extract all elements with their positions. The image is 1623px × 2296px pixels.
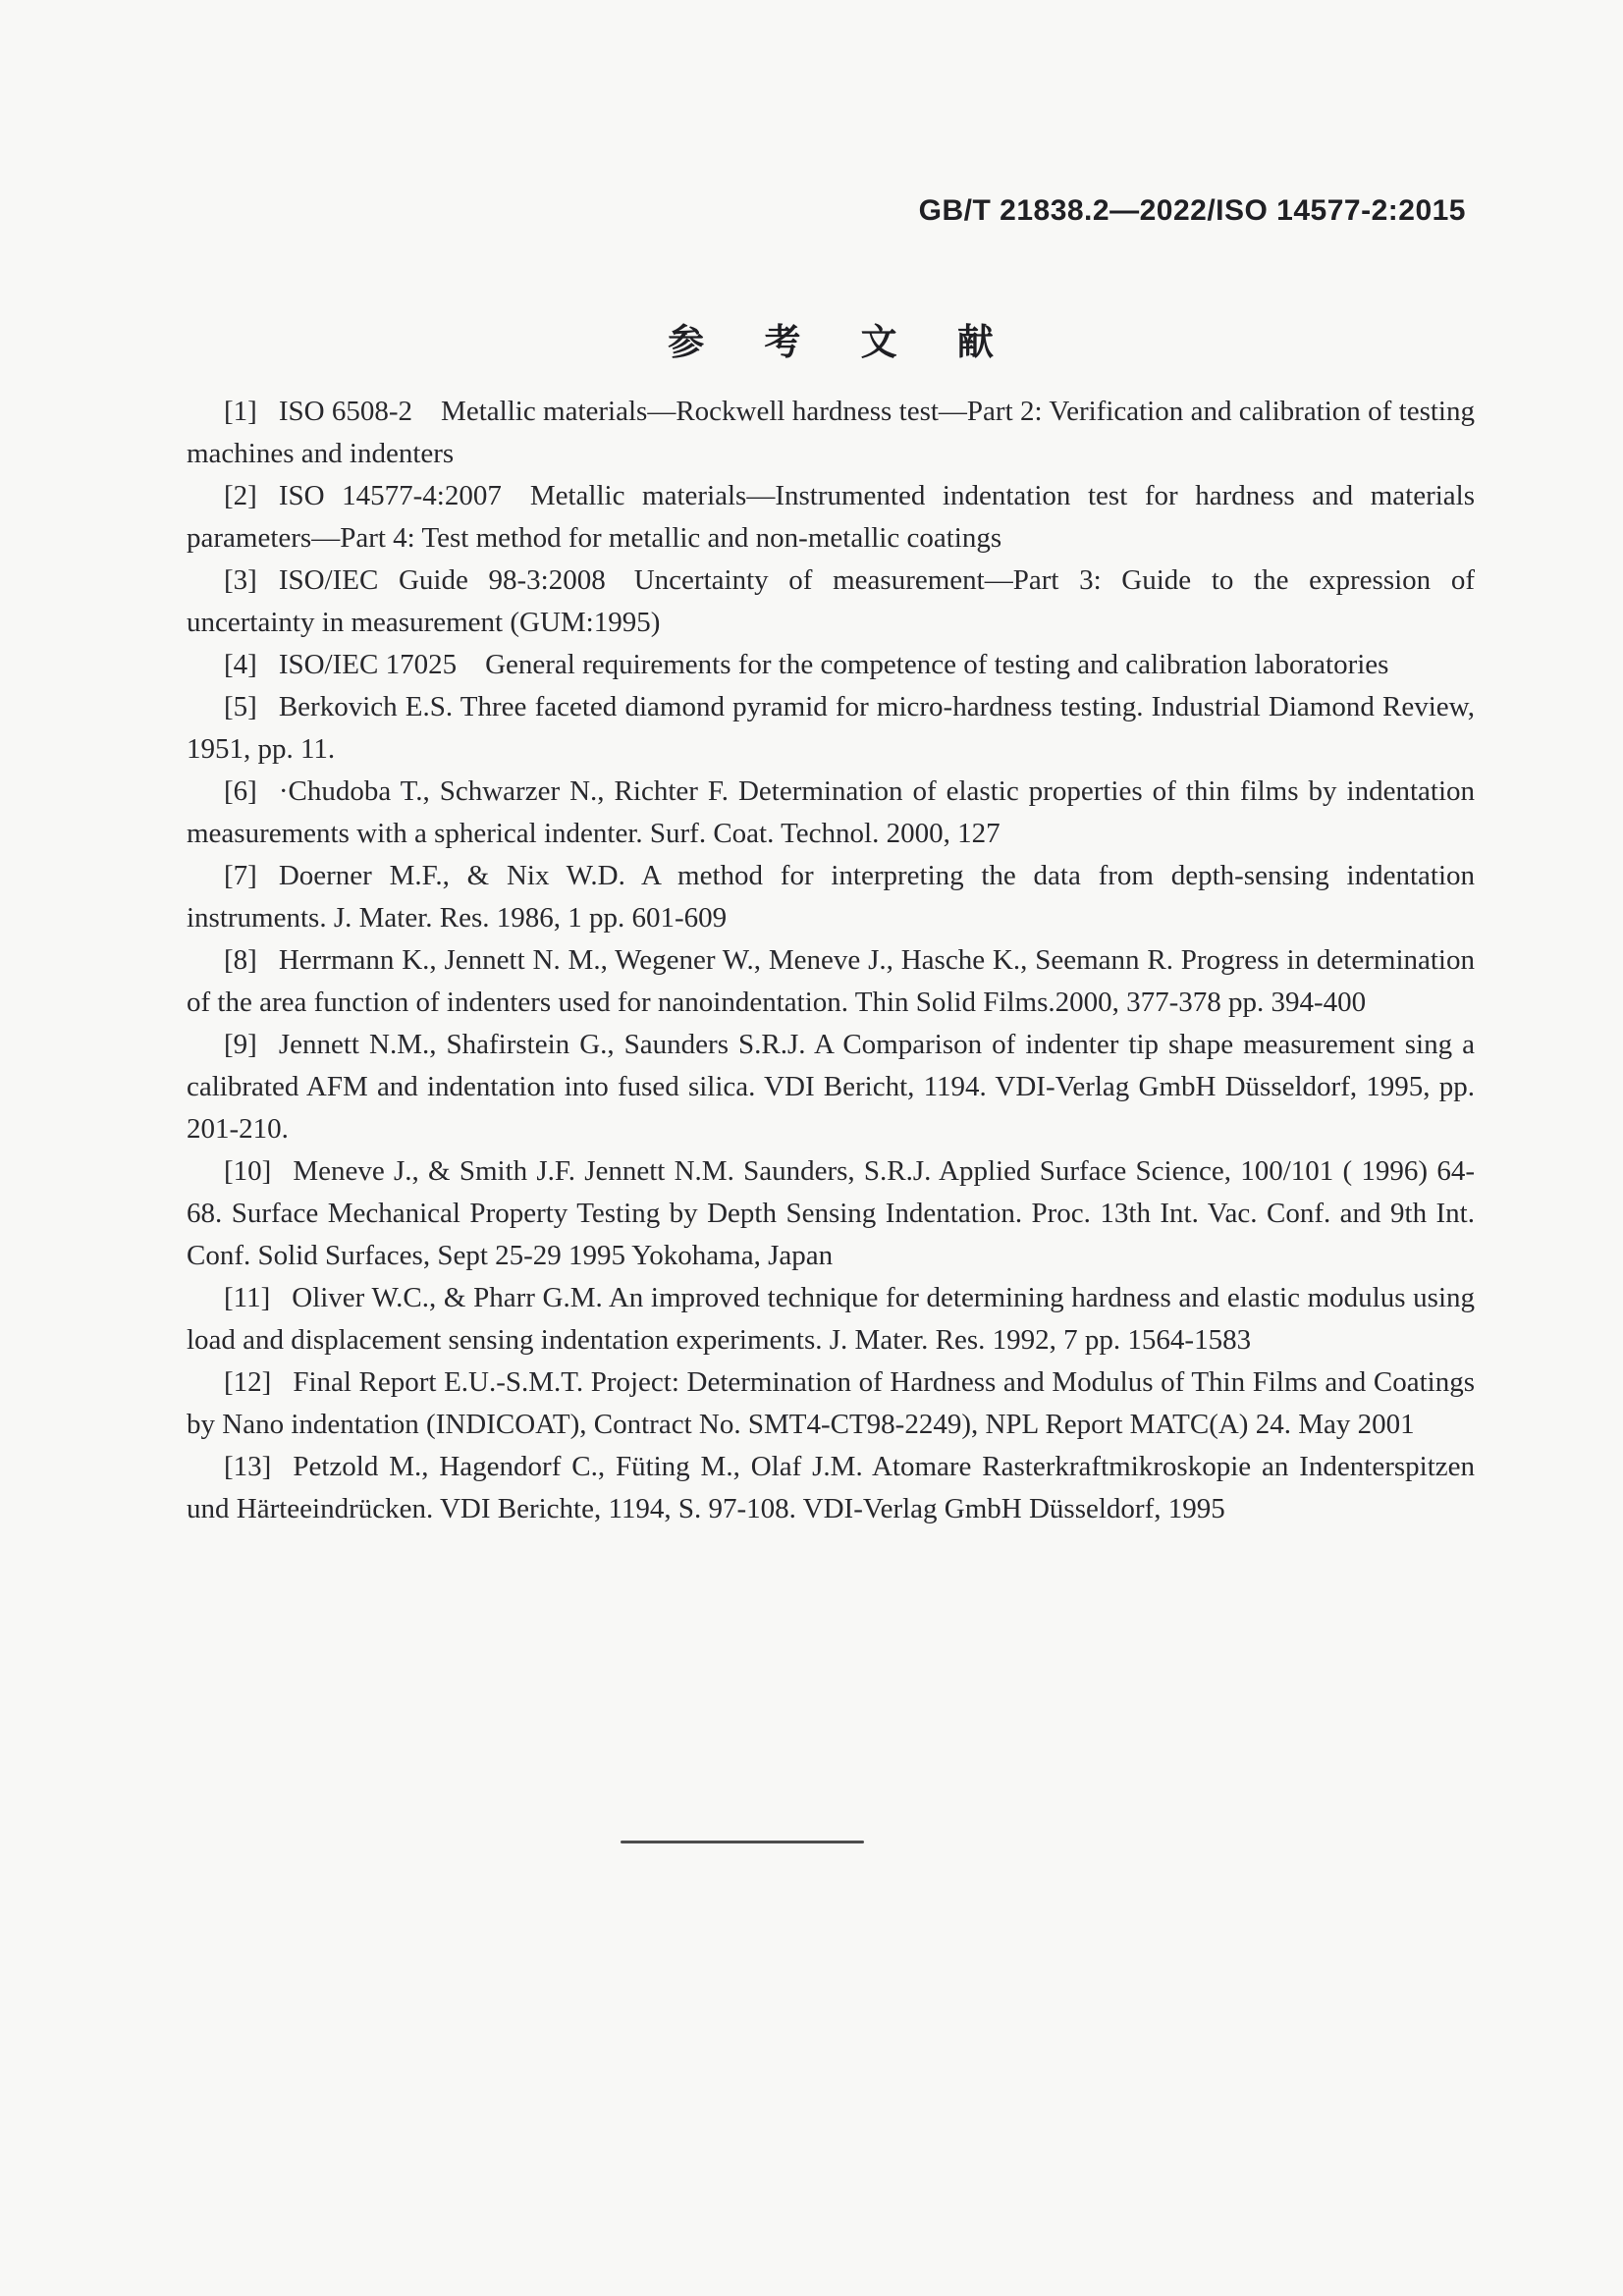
reference-label: [3] bbox=[224, 564, 257, 596]
reference-text: ISO 6508-2 Metallic materials—Rockwell hardness test—Part 2: Verification and calibration of testing machines and indenters bbox=[187, 396, 1475, 469]
end-of-document-rule bbox=[621, 1841, 864, 1843]
reference-text: Herrmann K., Jennett N. M., Wegener W., Meneve J., Hasche K., Seemann R. Progress in determination of the area function of indenters used for nanoindentation. Thin Solid Films.2000, 377-378 pp. 394-400 bbox=[187, 944, 1475, 1018]
reference-text: ISO 14577-4:2007 Metallic materials—Instrumented indentation test for hardness and materials parameters—Part 4: Test method for metallic and non-metallic coatings bbox=[187, 480, 1475, 554]
references-list bbox=[187, 391, 1475, 1530]
reference-text: Oliver W.C., & Pharr G.M. An improved technique for determining hardness and elastic modulus using load and displacement sensing indentation experiments. J. Mater. Res. 1992, 7 pp. 1564-1583 bbox=[187, 1282, 1475, 1356]
reference-label: [2] bbox=[224, 480, 257, 511]
reference-label: [4] bbox=[224, 649, 257, 680]
reference-label: [5] bbox=[224, 691, 257, 722]
reference-text: Jennett N.M., Shafirstein G., Saunders S.R.J. A Comparison of indenter tip shape measurement sing a calibrated AFM and indentation into fused silica. VDI Bericht, 1194. VDI-Verlag GmbH Düsseldorf, 1995, pp. 201-210. bbox=[187, 1029, 1475, 1145]
reference-item bbox=[187, 1446, 1475, 1530]
reference-label: [12] bbox=[224, 1366, 272, 1398]
standard-number-header: GB/T 21838.2—2022/ISO 14577-2:2015 bbox=[918, 194, 1466, 227]
reference-label: [13] bbox=[224, 1451, 272, 1482]
reference-label: [10] bbox=[224, 1155, 272, 1187]
reference-item bbox=[187, 644, 1475, 686]
reference-text: Berkovich E.S. Three faceted diamond pyramid for micro-hardness testing. Industrial Diamond Review, 1951, pp. 11. bbox=[187, 691, 1475, 765]
reference-text: ISO/IEC Guide 98-3:2008 Uncertainty of measurement—Part 3: Guide to the expression of uncertainty in measurement (GUM:1995) bbox=[187, 564, 1475, 638]
reference-item bbox=[187, 939, 1475, 1024]
reference-item bbox=[187, 475, 1475, 560]
reference-label: [8] bbox=[224, 944, 257, 976]
reference-label: [1] bbox=[224, 396, 257, 427]
reference-item bbox=[187, 855, 1475, 939]
reference-item bbox=[187, 1362, 1475, 1446]
reference-label: [6] bbox=[224, 775, 257, 807]
reference-label: [7] bbox=[224, 860, 257, 891]
reference-item bbox=[187, 391, 1475, 475]
reference-text: Meneve J., & Smith J.F. Jennett N.M. Saunders, S.R.J. Applied Surface Science, 100/101 ( 1996) 64-68. Surface Mechanical Property Testing by Depth Sensing Indentation. Proc. 13th Int. Vac. Conf. and 9th Int. Conf. Solid Surfaces, Sept 25-29 1995 Yokohama, Japan bbox=[187, 1155, 1475, 1271]
reference-text: ISO/IEC 17025 General requirements for the competence of testing and calibration laboratories bbox=[278, 649, 1389, 680]
reference-label: [11] bbox=[224, 1282, 271, 1313]
reference-label: [9] bbox=[224, 1029, 257, 1060]
reference-item bbox=[187, 771, 1475, 855]
reference-item bbox=[187, 560, 1475, 644]
reference-item bbox=[187, 686, 1475, 771]
reference-item bbox=[187, 1150, 1475, 1277]
reference-text: Doerner M.F., & Nix W.D. A method for interpreting the data from depth-sensing indentation instruments. J. Mater. Res. 1986, 1 pp. 601-609 bbox=[187, 860, 1475, 934]
reference-item bbox=[187, 1024, 1475, 1150]
reference-text: Petzold M., Hagendorf C., Füting M., Olaf J.M. Atomare Rasterkraftmikroskopie an Indenterspitzen und Härteeindrücken. VDI Berichte, 1194, S. 97-108. VDI-Verlag GmbH Düsseldorf, 1995 bbox=[187, 1451, 1475, 1524]
reference-item bbox=[187, 1277, 1475, 1362]
page-title: 参 考 文 献 bbox=[668, 323, 1019, 363]
reference-text: ·Chudoba T., Schwarzer N., Richter F. Determination of elastic properties of thin films by indentation measurements with a spherical indenter. Surf. Coat. Technol. 2000, 127 bbox=[187, 775, 1475, 849]
reference-text: Final Report E.U.-S.M.T. Project: Determination of Hardness and Modulus of Thin Films and Coatings by Nano indentation (INDICOAT), Contract No. SMT4-CT98-2249), NPL Report MATC(A) 24. May 2001 bbox=[187, 1366, 1475, 1440]
